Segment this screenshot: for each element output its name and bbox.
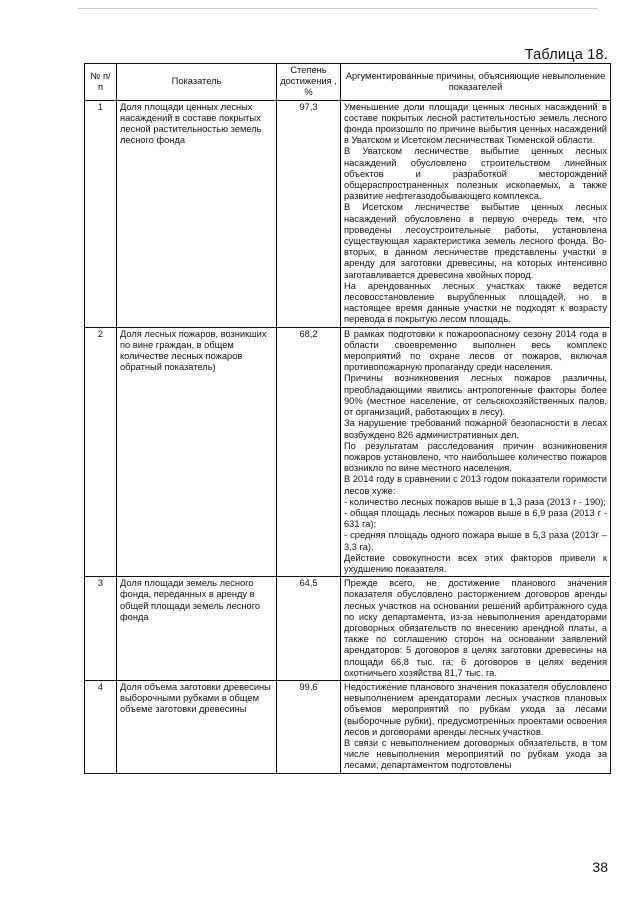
row-indicator: Доля объема заготовки древесины выборочными рубками в общем объеме заготовки древесины: [117, 680, 277, 773]
reason-paragraph: - количество лесных пожаров выше в 1,3 раза (2013 г - 190);: [344, 496, 606, 507]
reason-paragraph: - средняя площадь одного пожара выше в 5,3 раза (2013г – 3,3 га).: [344, 530, 607, 552]
row-reasons: [341, 680, 611, 773]
table-row: [85, 680, 611, 773]
table-row: [85, 327, 611, 576]
row-reasons: [341, 327, 611, 576]
reason-paragraph: В Исетском лесничестве выбытие ценных лесных насаждений обусловлено в первую очередь тем, что проведены лесоустроительные работы, установлена существующая характеристика земель лесного фонда. Во-вторых, в данном лесничестве представлены участки в аренду для заготовки древесины, на которых интенсивно заготавливается древесина хвойных пород.: [344, 202, 607, 280]
row-number: 1: [85, 100, 117, 327]
row-reasons: [341, 100, 611, 327]
reason-paragraph: Действие совокупности всех этих факторов привели к ухудшению показателя.: [344, 552, 607, 574]
reason-paragraph: В 2014 году в сравнении с 2013 годом показатели горимости лесов хуже:: [344, 474, 607, 496]
row-value: 68,2: [277, 327, 341, 576]
reason-paragraph: В Уватском лесничестве выбытие ценных лесных насаждений обусловлено строительством линейных объектов и разработкой месторождений общераспространенных полезных ископаемых, а также развитие нефтегазодобывающего комплекса.: [344, 146, 607, 202]
row-value: 64,5: [277, 577, 341, 681]
table-row: [85, 577, 611, 681]
header-reasons: Аргументированные причины, объясняющие невыполнение показателей: [341, 64, 611, 101]
row-number: 2: [85, 327, 117, 576]
row-value: 97,3: [277, 100, 341, 327]
reason-paragraph: Причины возникновения лесных пожаров различны, преобладающими явились антропогенные факторы более 90% (местное население, от сельскохозяйственных палов, от организаций, работающих в лесу).: [344, 373, 607, 418]
row-number: 3: [85, 577, 117, 681]
indicators-table: [84, 63, 611, 774]
row-number: 4: [85, 680, 117, 773]
table-header-row: [85, 64, 611, 101]
reason-paragraph: За нарушение требований пожарной безопасности в лесах возбуждено 826 административных дел.: [344, 418, 607, 440]
reason-paragraph: На арендованных лесных участках также ведется лесовосстановление вырубленных площадей, но в настоящее время данные участки не подходят к возрасту перевода в покрытую лесом площадь.: [344, 280, 607, 325]
table-caption: Таблица 18.: [524, 47, 608, 63]
reason-paragraph: Недостижение планового значения показателя обусловлено невыполнением арендаторами лесных участков плановых объемов мероприятий по рубкам ухода за лесами (выборочные рубки), предусмотренных проектами освоения лесов и договорами аренды лесных участков.: [344, 681, 607, 737]
table-row: [85, 100, 611, 327]
row-value: 99,6: [277, 680, 341, 773]
header-indicator: Показатель: [117, 64, 277, 101]
reason-paragraph: В рамках подготовки к пожароопасному сезону 2014 года в области своевременно выполнен весь комплекс мероприятий по охране лесов от пожаров, включая противопожарную пропаганду среди населения.: [344, 328, 607, 373]
page-number: 38: [592, 859, 608, 875]
reason-paragraph: По результатам расследования причин возникновения пожаров установлено, что наибольшее количество пожаров возникло по вине местного населения.: [344, 440, 607, 474]
top-scan-rule: [78, 8, 598, 9]
header-degree: Степень достижения , %: [277, 64, 341, 101]
row-indicator: Доля площади земель лесного фонда, переданных в аренду в общей площади земель лесного фонда: [117, 577, 277, 681]
reason-paragraph: - общая площадь лесных пожаров выше в 6,9 раза (2013 г - 631 га);: [344, 507, 607, 530]
row-indicator: Доля лесных пожаров, возникших по вине граждан, в общем количестве лесных пожаров обратный показатель): [117, 327, 277, 576]
reason-paragraph: Уменьшение доли площади ценных лесных насаждений в составе покрытых лесной растительностью земель лесного фонда произошло по причине выбытия ценных насаждений в Уватском и Исетском лесничествах Тюменской области.: [344, 101, 607, 146]
row-indicator: Доля площади ценных лесных насаждений в составе покрытых лесной растительностью земель лесного фонда: [117, 100, 277, 327]
header-num: № п/п: [85, 64, 117, 101]
reason-paragraph: Прежде всего, не достижение планового значения показателя обусловлено расторжением договоров аренды лесных участков на основании решений арбитражного суда по иску департамента, из-за невыполнения арендаторами договорных обязательств по внесению арендной платы, а также по соглашению сторон на основании заявлений арендаторов: 5 договоров в целях заготовки древесины на площади 66,8 тыс. га; 6 договоров в целях ведения охотничьего хозяйства 81,7 тыс. га.: [344, 578, 607, 678]
reason-paragraph: В связи с невыполнением договорных обязательств, в том числе невыполнения мероприятий по рубкам ухода за лесами, департаментом подготовлены: [344, 737, 607, 771]
row-reasons: [341, 577, 611, 681]
